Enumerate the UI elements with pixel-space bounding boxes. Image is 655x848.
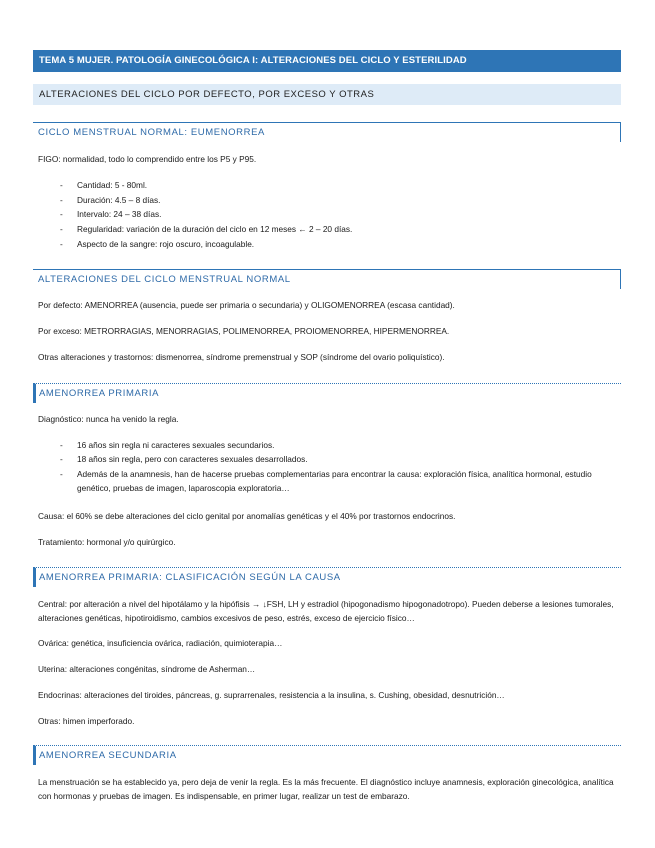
paragraph-causa: Causa: el 60% se debe alteraciones del ciclo genital por anomalías genéticas y el 40% por trastornos endocrinos.: [38, 511, 456, 521]
bullet-dash: -: [60, 209, 63, 219]
paragraph-uterina: Uterina: alteraciones congénitas, síndrome de Asherman…: [38, 664, 256, 674]
list-item: - Duración: 4.5 – 8 días.: [60, 195, 161, 205]
paragraph-central: Central: por alteración a nivel del hipotálamo y la hipófisis → ↓FSH, LH y estradiol (hipogonadismo hipogonadotropo). Pueden deberse a lesiones tumorales, alteraciones genéticas, hipotiroidismo, cambios excesivos de peso, estrés, exceso de ejercicio físico…: [38, 599, 614, 623]
list-item: - Aspecto de la sangre: rojo oscuro, incoagulable.: [60, 239, 255, 249]
list-item: - Regularidad: variación de la duración del ciclo en 12 meses ← 2 – 20 días.: [60, 224, 353, 234]
paragraph-por-exceso: Por exceso: METRORRAGIAS, MENORRAGIAS, POLIMENORREA, PROIOMENORREA, HIPERMENORREA.: [38, 326, 450, 336]
list-item: - Además de la anamnesis, han de hacerse pruebas complementarias para encontrar la causa: exploración física, analítica hormonal, estudio genético, pruebas de imagen, laparoscopia exploratoria…: [60, 469, 592, 493]
paragraph-figo: FIGO: normalidad, todo lo comprendido entre los P5 y P95.: [38, 154, 257, 164]
bullet-dash: -: [60, 239, 63, 249]
document-title: TEMA 5 MUJER. PATOLOGÍA GINECOLÓGICA I: ALTERACIONES DEL CICLO Y ESTERILIDAD: [33, 50, 621, 72]
list-item: - 16 años sin regla ni caracteres sexuales secundarios.: [60, 440, 275, 450]
paragraph-ovarica: Ovárica: genética, insuficiencia ovárica, radiación, quimioterapia…: [38, 638, 283, 648]
list-item: - Intervalo: 24 – 38 días.: [60, 209, 162, 219]
paragraph-otras-alteraciones: Otras alteraciones y trastornos: dismenorrea, síndrome premenstrual y SOP (síndrome del ovario poliquístico).: [38, 352, 445, 362]
bullet-dash: -: [60, 180, 63, 190]
document-subtitle: ALTERACIONES DEL CICLO POR DEFECTO, POR EXCESO Y OTRAS: [33, 84, 621, 105]
section-heading-alteraciones: ALTERACIONES DEL CICLO MENSTRUAL NORMAL: [33, 269, 621, 289]
paragraph-por-defecto: Por defecto: AMENORREA (ausencia, puede ser primaria o secundaria) y OLIGOMENORREA (escasa cantidad).: [38, 300, 455, 310]
bullet-dash: -: [60, 454, 63, 464]
bullet-dash: -: [60, 469, 63, 479]
paragraph-amenorrea-secundaria: La menstruación se ha establecido ya, pero deja de venir la regla. Es la más frecuente. El diagnóstico incluye anamnesis, exploración ginecológica, analítica con hormonas y pruebas de imagen. Es indispensable, en primer lugar, realizar un test de embarazo.: [38, 777, 614, 801]
bullet-dash: -: [60, 440, 63, 450]
paragraph-otras: Otras: himen imperforado.: [38, 716, 135, 726]
paragraph-endocrinas: Endocrinas: alteraciones del tiroides, páncreas, g. suprarrenales, resistencia a la insulina, s. Cushing, obesidad, desnutrición…: [38, 690, 505, 700]
list-item: - Cantidad: 5 - 80ml.: [60, 180, 148, 190]
section-heading-amenorrea-primaria: AMENORREA PRIMARIA: [33, 383, 621, 403]
paragraph-tratamiento: Tratamiento: hormonal y/o quirúrgico.: [38, 537, 176, 547]
section-heading-amenorrea-secundaria: AMENORREA SECUNDARIA: [33, 745, 621, 765]
section-heading-clasificacion: AMENORREA PRIMARIA: CLASIFICACIÓN SEGÚN LA CAUSA: [33, 567, 621, 587]
bullet-dash: -: [60, 195, 63, 205]
paragraph-diagnostico: Diagnóstico: nunca ha venido la regla.: [38, 414, 179, 424]
section-heading-eumenorrea: CICLO MENSTRUAL NORMAL: EUMENORREA: [33, 122, 621, 142]
list-item: - 18 años sin regla, pero con caracteres sexuales desarrollados.: [60, 454, 308, 464]
bullet-dash: -: [60, 224, 63, 234]
